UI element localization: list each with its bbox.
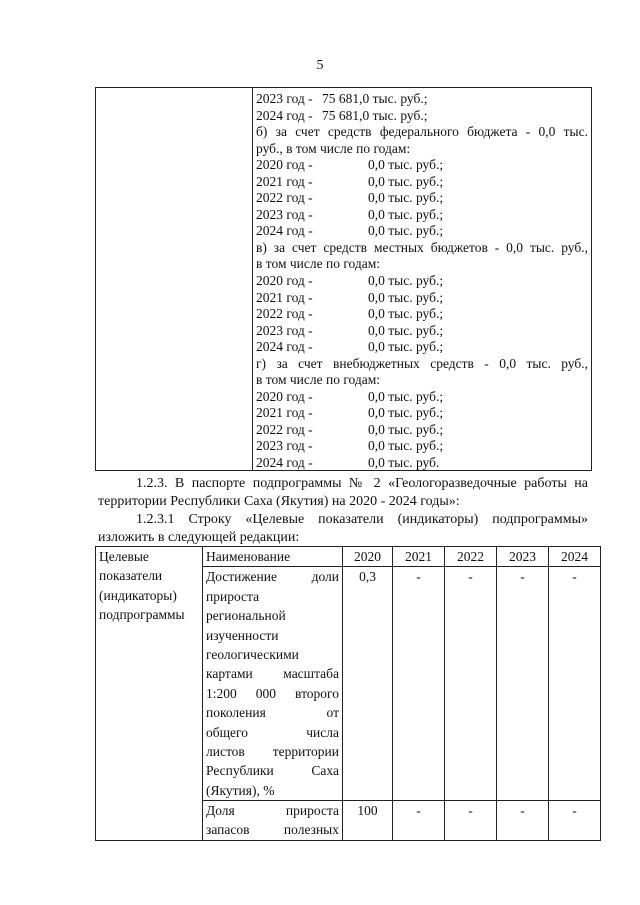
indicators-row-label: Целевые показатели (индикаторы) подпрограммы (96, 547, 203, 841)
local-line: 2023 год - 0,0 тыс. руб.; (256, 322, 444, 338)
paragraph-line: 1.2.3. В паспорте подпрограммы № 2 «Геологоразведочные работы на (136, 476, 588, 491)
extra-line: 2020 год - 0,0 тыс. руб.; (256, 388, 444, 404)
indicator-value: - (445, 801, 497, 841)
page-number: 5 (316, 58, 324, 73)
extra-heading-cont: в том числе по годам: (256, 372, 381, 388)
indicator-name: Достижение доли прироста региональной изученности геологическими картами масштаба 1:200 000 второго поколения от общего числа листов территории Республики Саха (Якутия), % (203, 567, 343, 801)
paragraph-line: 1.2.3.1 Строку «Целевые показатели (индикаторы) подпрограммы» (136, 512, 588, 527)
local-line: 2022 год - 0,0 тыс. руб.; (256, 306, 444, 322)
year-header: 2021 (393, 547, 445, 567)
indicator-value: - (497, 567, 549, 801)
indicator-value: - (445, 567, 497, 801)
funding-table-content-cell (256, 91, 588, 472)
federal-line: 2020 год - 0,0 тыс. руб.; (256, 157, 444, 173)
federal-line: 2024 год - 0,0 тыс. руб.; (256, 223, 444, 239)
federal-line: 2021 год - 0,0 тыс. руб.; (256, 173, 444, 189)
indicator-value: 0,3 (343, 567, 393, 801)
extra-line: 2022 год - 0,0 тыс. руб.; (256, 421, 444, 437)
paragraph-line: территории Республики Саха (Якутия) на 2020 - 2024 годы»: (98, 494, 460, 509)
local-line: 2024 год - 0,0 тыс. руб.; (256, 339, 444, 355)
extra-heading: г) за счет внебюджетных средств - 0,0 тыс. руб., (256, 355, 588, 371)
indicator-value: - (497, 801, 549, 841)
extra-line: 2024 год - 0,0 тыс. руб. (256, 455, 440, 471)
year-header: 2020 (343, 547, 393, 567)
year-header: 2023 (497, 547, 549, 567)
local-line: 2021 год - 0,0 тыс. руб.; (256, 289, 444, 305)
year-header: 2024 (549, 547, 601, 567)
indicators-table (95, 546, 601, 841)
indicator-value: 100 (343, 801, 393, 841)
funding-table-label-cell (96, 88, 253, 470)
indicators-header-row (96, 547, 601, 567)
extra-line: 2023 год - 0,0 тыс. руб.; (256, 438, 444, 454)
indicator-value: - (549, 567, 601, 801)
indicator-value: - (393, 801, 445, 841)
funding-line: 2024 год - 75 681,0 тыс. руб.; (256, 107, 428, 123)
local-heading: в) за счет средств местных бюджетов - 0,0 тыс. руб., (256, 239, 588, 255)
local-line: 2020 год - 0,0 тыс. руб.; (256, 273, 444, 289)
federal-line: 2022 год - 0,0 тыс. руб.; (256, 190, 444, 206)
paragraph-line: изложить в следующей редакции: (98, 530, 300, 545)
indicator-value: - (393, 567, 445, 801)
name-column-header: Наименование (203, 547, 343, 567)
extra-line: 2021 год - 0,0 тыс. руб.; (256, 405, 444, 421)
paragraph-1-2-3 (98, 475, 588, 511)
paragraph-1-2-3-1 (98, 511, 588, 547)
indicator-value: - (549, 801, 601, 841)
indicator-name: Доля прироста запасов полезных (203, 801, 343, 841)
funding-table (95, 87, 592, 471)
local-heading-cont: в том числе по годам: (256, 256, 381, 272)
funding-line: 2023 год - 75 681,0 тыс. руб.; (256, 91, 428, 106)
federal-heading-cont: руб., в том числе по годам: (256, 140, 411, 156)
federal-line: 2023 год - 0,0 тыс. руб.; (256, 206, 444, 222)
federal-heading: б) за счет средств федерального бюджета - 0,0 тыс. (256, 124, 588, 140)
year-header: 2022 (445, 547, 497, 567)
